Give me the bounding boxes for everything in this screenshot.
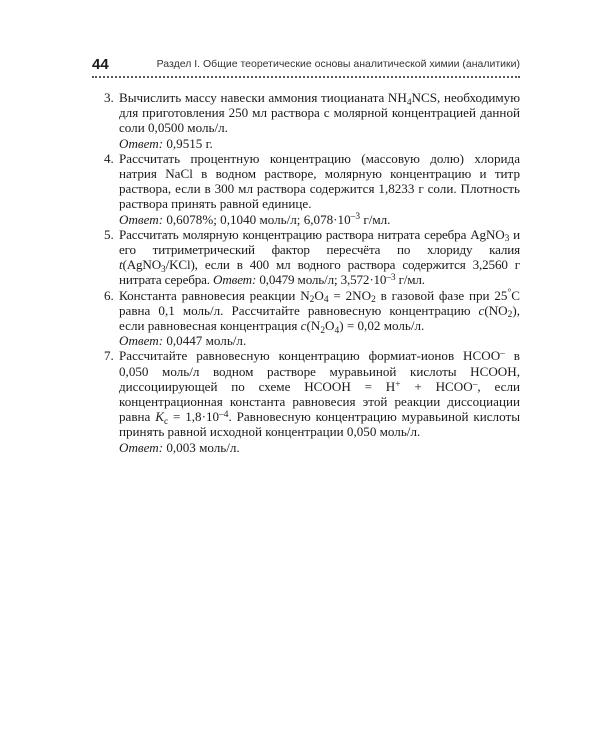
answer-label: Ответ: bbox=[213, 272, 257, 288]
problem-list bbox=[100, 90, 520, 455]
problem-list-container bbox=[100, 90, 520, 455]
answer-label: Ответ: bbox=[119, 211, 164, 227]
problem-text: Вычислить массу навески аммония тиоцианата $NH_4NCS$, необходимую для приготовления 250 мл раствора с молярной концентрацией данной соли 0,0500 моль/л. bbox=[119, 90, 520, 136]
header-dotted-rule bbox=[92, 76, 520, 78]
answer-label: Ответ: bbox=[119, 135, 164, 151]
problem-number: 5. bbox=[104, 226, 114, 242]
problem-3 bbox=[100, 90, 520, 151]
answer-label: Ответ: bbox=[119, 439, 164, 455]
answer: Ответ: 0,6078%; 0,1040 моль/л; $6,078\cdot 10^{-3}$ г/мл. bbox=[119, 211, 391, 227]
problem-6 bbox=[100, 288, 520, 349]
answer bbox=[119, 440, 520, 455]
answer-value: 0,003 моль/л. bbox=[166, 439, 240, 455]
answer-value: 0,6078%; 0,1040 моль/л; 6,078·10 bbox=[166, 211, 351, 227]
problem-number: 6. bbox=[104, 287, 114, 303]
answer-value: 0,9515 г. bbox=[166, 135, 213, 151]
problem-5 bbox=[100, 227, 520, 288]
problem-number: 7. bbox=[104, 348, 114, 364]
problem-text: Рассчитать процентную концентрацию (массовую долю) хлорида натрия NaCl в водном растворе, молярную концентрацию и титр раствора, если в 300 мл раствора содержится 1,8233 г соли. Плотность раствора принять равной единице. bbox=[119, 150, 520, 212]
problem-7 bbox=[100, 348, 520, 454]
page-number: 44 bbox=[92, 56, 109, 73]
problem-text: Рассчитайте равновесную концентрацию формиат-ионов HCOO– в 0,050 моль/л водном растворе муравьиной кислоты HCOOH, диссоциирующей по схеме HCOOH = H+ + HCOO–, если концентрационная константа равновесия этой реакции диссоциации равна $K_c = 1,8\cdot 10^{-4}$. Равновесную концентрацию муравьиной кислоты принять равной исходной концентрации 0,050 моль/л. bbox=[119, 348, 520, 440]
problem-text: Рассчитать молярную концентрацию раствора нитрата серебра AgNO$_3$ и его титриметрический фактор пересчёта по хлориду калия t(AgNO$_3$/KCl), если в 400 мл водного раствора содержится 3,2560 г нитрата серебра. Ответ: 0,0479 моль/л; $3,572\cdot 10^{-3}$ г/мл. bbox=[119, 226, 520, 288]
answer-label: Ответ: bbox=[119, 333, 164, 349]
problem-4 bbox=[100, 151, 520, 227]
problem-number: 4. bbox=[104, 150, 114, 166]
running-title: Раздел I. Общие теоретические основы аналитической химии (аналитики) bbox=[156, 58, 520, 70]
problem-number: 3. bbox=[104, 90, 114, 105]
problem-text: Константа равновесия реакции $N_2O_4 = 2NO_2$ в газовой фазе при 25°С равна 0,1 моль/л. Рассчитайте равновесную концентрацию $c(NO_2)$, если равновесная концентрация $c(N_2O_4) = 0,02$ моль/л. bbox=[119, 287, 520, 336]
page-header bbox=[92, 56, 520, 76]
answer-value: 0,0447 моль/л. bbox=[166, 333, 247, 349]
answer-value: 0,0479 моль/л; 3,572·10 bbox=[259, 272, 387, 288]
answer bbox=[119, 136, 520, 151]
